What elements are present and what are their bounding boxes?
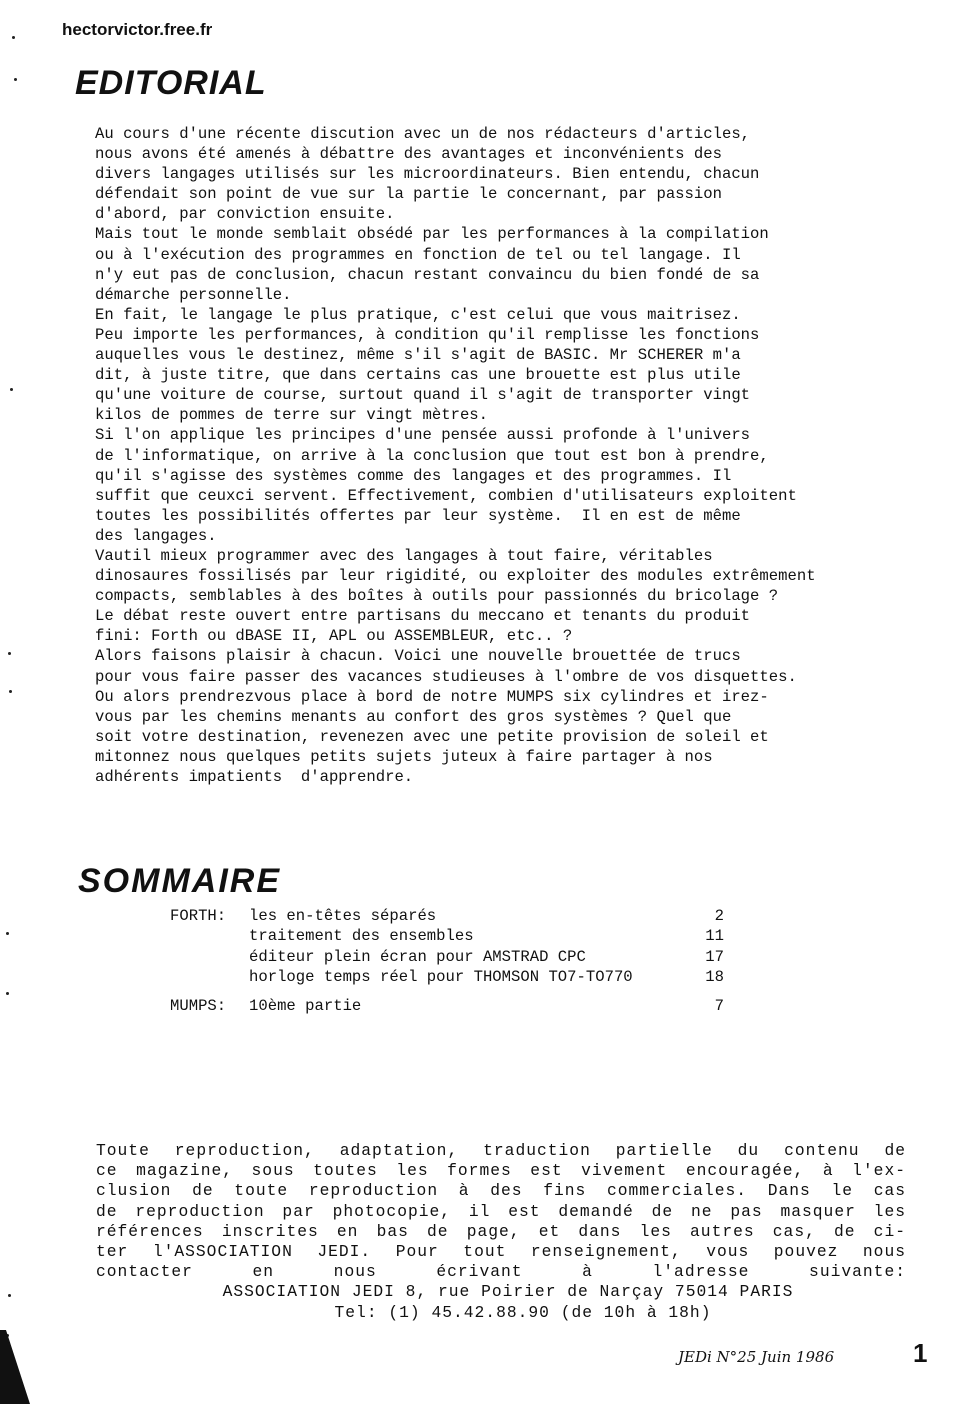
notice-line: références inscrites en bas de page, et dans les autres cas, de ci- (96, 1221, 906, 1241)
editorial-line: mitonnez nous quelques petits sujets juteux à faire partager à nos (95, 747, 713, 766)
editorial-line: Au cours d'une récente discution avec un de nos rédacteurs d'articles, (95, 125, 751, 143)
toc-section-label: FORTH: (170, 907, 227, 925)
editorial-line: nous avons été amenés à débattre des avantages et inconvénients des (95, 145, 722, 164)
editorial-line: compacts, semblables à des boîtes à outils pour passionnés du bricolage ? (95, 587, 779, 606)
toc-entry-title: éditeur plein écran pour AMSTRAD CPC (249, 947, 586, 966)
toc-row (170, 906, 724, 926)
reproduction-notice (96, 1141, 906, 1323)
toc-entry-page: 11 (705, 927, 724, 946)
toc-entry-page: 7 (714, 997, 724, 1016)
scan-speck (8, 652, 11, 655)
scan-speck (10, 388, 13, 391)
table-of-contents (170, 906, 724, 1016)
editorial-line: Mais tout le monde semblait obsédé par les performances à la compilation (95, 225, 769, 244)
notice-line: de reproduction par photocopie, il est demandé de ne pas masquer les (96, 1201, 906, 1221)
toc-entry-title: 10ème partie (249, 997, 362, 1016)
editorial-line: Si l'on applique les principes d'une pensée aussi profonde à l'univers (95, 426, 751, 445)
editorial-line: pour vous faire passer des vacances studieuses à l'ombre de vos disquettes. (95, 667, 797, 686)
editorial-line: Alors faisons plaisir à chacun. Voici une nouvelle brouettée de trucs (95, 647, 741, 666)
editorial-line: adhérents impatients d'apprendre. (95, 768, 414, 786)
toc-spacer (170, 987, 724, 996)
toc-row (170, 926, 724, 946)
issue-reference: JEDi N°25 Juin 1986 (678, 1348, 835, 1366)
editorial-line: n'y eut pas de conclusion, chacun restant convaincu du bien fondé de sa (95, 265, 760, 284)
scan-corner-shadow (0, 1330, 60, 1404)
page-number: 1 (913, 1338, 928, 1368)
editorial-line: dinosaures fossilisés par leur rigidité, ou exploiter des modules extrêmement (95, 567, 816, 586)
scan-speck (12, 36, 15, 39)
editorial-line: Le débat reste ouvert entre partisans du meccano et tenants du produit (95, 607, 751, 626)
association-telephone: Tel: (1) 45.42.88.90 (de 10h à 18h) (334, 1302, 712, 1322)
editorial-line: ou à l'exécution des programmes en fonction de tel ou tel langage. Il (95, 245, 741, 264)
scan-speck (9, 690, 12, 693)
editorial-line: Vautil mieux programmer avec des langages à tout faire, véritables (95, 546, 713, 565)
notice-line: clusion de toute reproduction à des fins commerciales. Dans le cas (96, 1181, 906, 1201)
editorial-line: divers langages utilisés sur les microordinateurs. Bien entendu, chacun (95, 165, 760, 184)
editorial-line: démarche personnelle. (95, 285, 292, 304)
toc-entry-title: horloge temps réel pour THOMSON TO7-TO770 (249, 967, 633, 986)
toc-row (170, 967, 724, 987)
toc-entry-title: traitement des ensembles (249, 927, 474, 946)
association-address: ASSOCIATION JEDI 8, rue Poirier de Narçay 75014 PARIS (222, 1282, 794, 1302)
toc-section-label (170, 947, 249, 967)
toc-section-label: MUMPS: (170, 997, 227, 1016)
editorial-line: vous par les chemins menants au confort des gros systèmes ? Quel que (95, 707, 732, 726)
toc-row (170, 947, 724, 967)
editorial-line: Ou alors prendrezvous place à bord de notre MUMPS six cylindres et irez- (95, 687, 769, 706)
scan-speck (8, 1294, 11, 1297)
editorial-line: toutes les possibilités offertes par leur système. Il en est de même (95, 506, 741, 525)
editorial-line: de l'informatique, on arrive à la conclusion que tout est bon à prendre, (95, 446, 769, 465)
notice-line: contacter en nous écrivant à l'adresse suivante: (96, 1262, 906, 1282)
site-url: hectorvictor.free.fr (62, 20, 213, 39)
scan-speck (6, 992, 9, 995)
toc-entry-title: les en-têtes séparés (249, 907, 437, 925)
editorial-line: suffit que ceuxci servent. Effectivement, combien d'utilisateurs exploitent (95, 486, 797, 505)
notice-text (96, 1141, 906, 1282)
editorial-line: défendait son point de vue sur la partie le concernant, par passion (95, 185, 722, 204)
toc-section-label (170, 967, 249, 987)
scan-speck (14, 78, 17, 81)
editorial-line: kilos de pommes de terre sur vingt mètres. (95, 406, 489, 425)
toc-entry-page: 18 (705, 967, 724, 986)
editorial-line: qu'une voiture de course, surtout quand il s'agit de transporter vingt (95, 386, 751, 405)
toc-row (170, 996, 724, 1016)
editorial-body (95, 124, 875, 787)
editorial-line: d'abord, par conviction ensuite. (95, 205, 395, 224)
editorial-line: Peu importe les performances, à condition qu'il remplisse les fonctions (95, 325, 760, 344)
editorial-line: des langages. (95, 526, 217, 545)
editorial-title: EDITORIAL (75, 64, 267, 102)
editorial-line: auquelles vous le destinez, même s'il s'agit de BASIC. Mr SCHERER m'a (95, 346, 741, 365)
notice-line: ter l'ASSOCIATION JEDI. Pour tout renseignement, vous pouvez nous (96, 1241, 906, 1261)
editorial-line: qu'il s'agisse des systèmes comme des langages et des programmes. Il (95, 466, 732, 485)
toc-entry-page: 2 (714, 907, 724, 925)
scan-speck (6, 932, 9, 935)
editorial-line: dit, à juste titre, que dans certains cas une brouette est plus utile (95, 366, 741, 385)
toc-entry-page: 17 (705, 947, 724, 966)
notice-line: ce magazine, sous toutes les formes est vivement encouragée, à l'ex- (96, 1161, 906, 1181)
toc-section-label (170, 926, 249, 946)
editorial-line: soit votre destination, revenezen avec une petite provision de soleil et (95, 727, 769, 746)
sommaire-title: SOMMAIRE (78, 862, 281, 900)
editorial-line: fini: Forth ou dBASE II, APL ou ASSEMBLEUR, etc.. ? (95, 627, 573, 646)
notice-line: Toute reproduction, adaptation, traduction partielle du contenu de (96, 1141, 906, 1160)
editorial-line: En fait, le langage le plus pratique, c'est celui que vous maitrisez. (95, 305, 741, 324)
